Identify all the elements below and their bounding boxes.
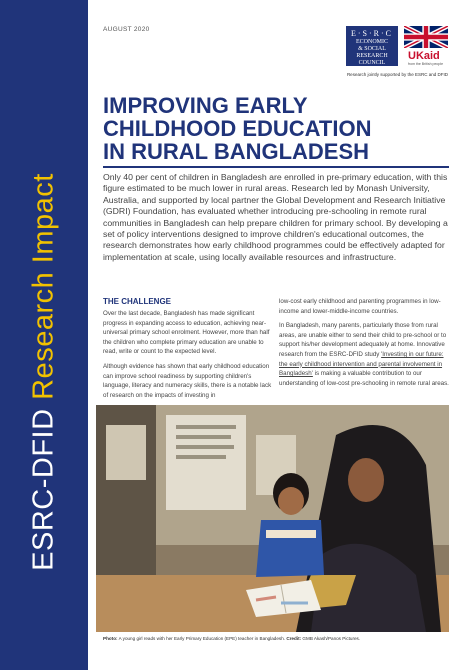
caption-credit-label: Credit: xyxy=(286,636,302,641)
body-column-left xyxy=(103,309,273,405)
esrc-logo xyxy=(346,26,398,66)
caption-label: Photo: xyxy=(103,636,118,641)
title-divider xyxy=(103,166,449,168)
title-line: IMPROVING EARLY xyxy=(103,93,308,118)
teacher-and-girl-reading-photo xyxy=(96,405,449,632)
caption-credit: GMB Akash/Panos Pictures. xyxy=(301,636,361,641)
esrc-logo-acronym: E·S·R·C xyxy=(351,29,393,38)
ukaid-wordmark: UKaid xyxy=(408,50,440,62)
body-paragraph: low-cost early childhood and parenting programmes in low-income and lower-middle-income countries. xyxy=(279,298,441,315)
union-flag-icon xyxy=(404,26,448,48)
esrc-logo-line: & SOCIAL xyxy=(358,46,386,52)
intro-paragraph: Only 40 per cent of children in Bangladesh are enrolled in pre-primary education, with this figure estimated to be much lower in rural areas. Research led by Monash University, Australia, and supported by local partner the Global Development and Research Initiative (GDRI) Foundation, has evaluated whether introducing pre-schooling in remote rural communities in Bangladesh can help prepare children for primary school. By developing a set of policy interventions designed to improve children's educational outcomes, the research demonstrates how early childhood programmes could be effectively adapted for implementation at scale, using locally available resources and infrastructure. xyxy=(103,172,448,262)
esrc-logo-line: COUNCIL xyxy=(358,60,386,66)
support-note: Research jointly supported by the ESRC and DFID xyxy=(346,72,448,77)
body-paragraph: Over the last decade, Bangladesh has made significant progress in expanding access to education, achieving near-universal primary school enrolment. However, more than half the children who complete primary education are unable to read, write or count to the expected level. xyxy=(103,310,270,356)
page-title xyxy=(103,94,453,163)
series-suffix: Research Impact xyxy=(27,173,60,409)
body-paragraph: Although evidence has shown that early childhood education can improve school readiness by supporting children's language, literacy and numeracy skills, there is a notable lack of research on the impacts of investing in xyxy=(103,362,272,399)
series-title xyxy=(28,173,61,571)
publication-date: AUGUST 2020 xyxy=(103,26,150,33)
ukaid-tagline: from the British people xyxy=(408,62,444,66)
esrc-logo-line: RESEARCH xyxy=(356,53,388,59)
photo-caption xyxy=(103,636,360,641)
esrc-logo-line: ECONOMIC xyxy=(355,39,388,45)
body-text: is making a valuable contribution to our understanding of low-cost pre-schooling in remote rural areas. xyxy=(279,370,449,387)
cover-photo xyxy=(96,405,449,632)
body-paragraph xyxy=(279,321,449,388)
ukaid-logo xyxy=(404,26,448,66)
title-line: IN RURAL BANGLADESH xyxy=(103,139,370,164)
series-prefix: ESRC-DFID xyxy=(27,408,60,571)
title-line: CHILDHOOD EDUCATION xyxy=(103,116,372,141)
body-text: In Bangladesh, many parents, particularly those from rural areas, are unable either to send their child to pre-school or to support his/her development adequately at home. Innovative research from the ESRC-DFID study xyxy=(279,322,447,358)
study-title-link[interactable]: 'Investing in our future: the early childhood intervention and parental involvement in Bangladesh' xyxy=(279,350,444,378)
sidebar-band xyxy=(0,0,88,670)
caption-text: A young girl reads with her Early Primary Education (EPE) teacher in Bangladesh. xyxy=(117,636,287,641)
body-column-right xyxy=(279,297,449,393)
challenge-heading: THE CHALLENGE xyxy=(103,297,171,306)
